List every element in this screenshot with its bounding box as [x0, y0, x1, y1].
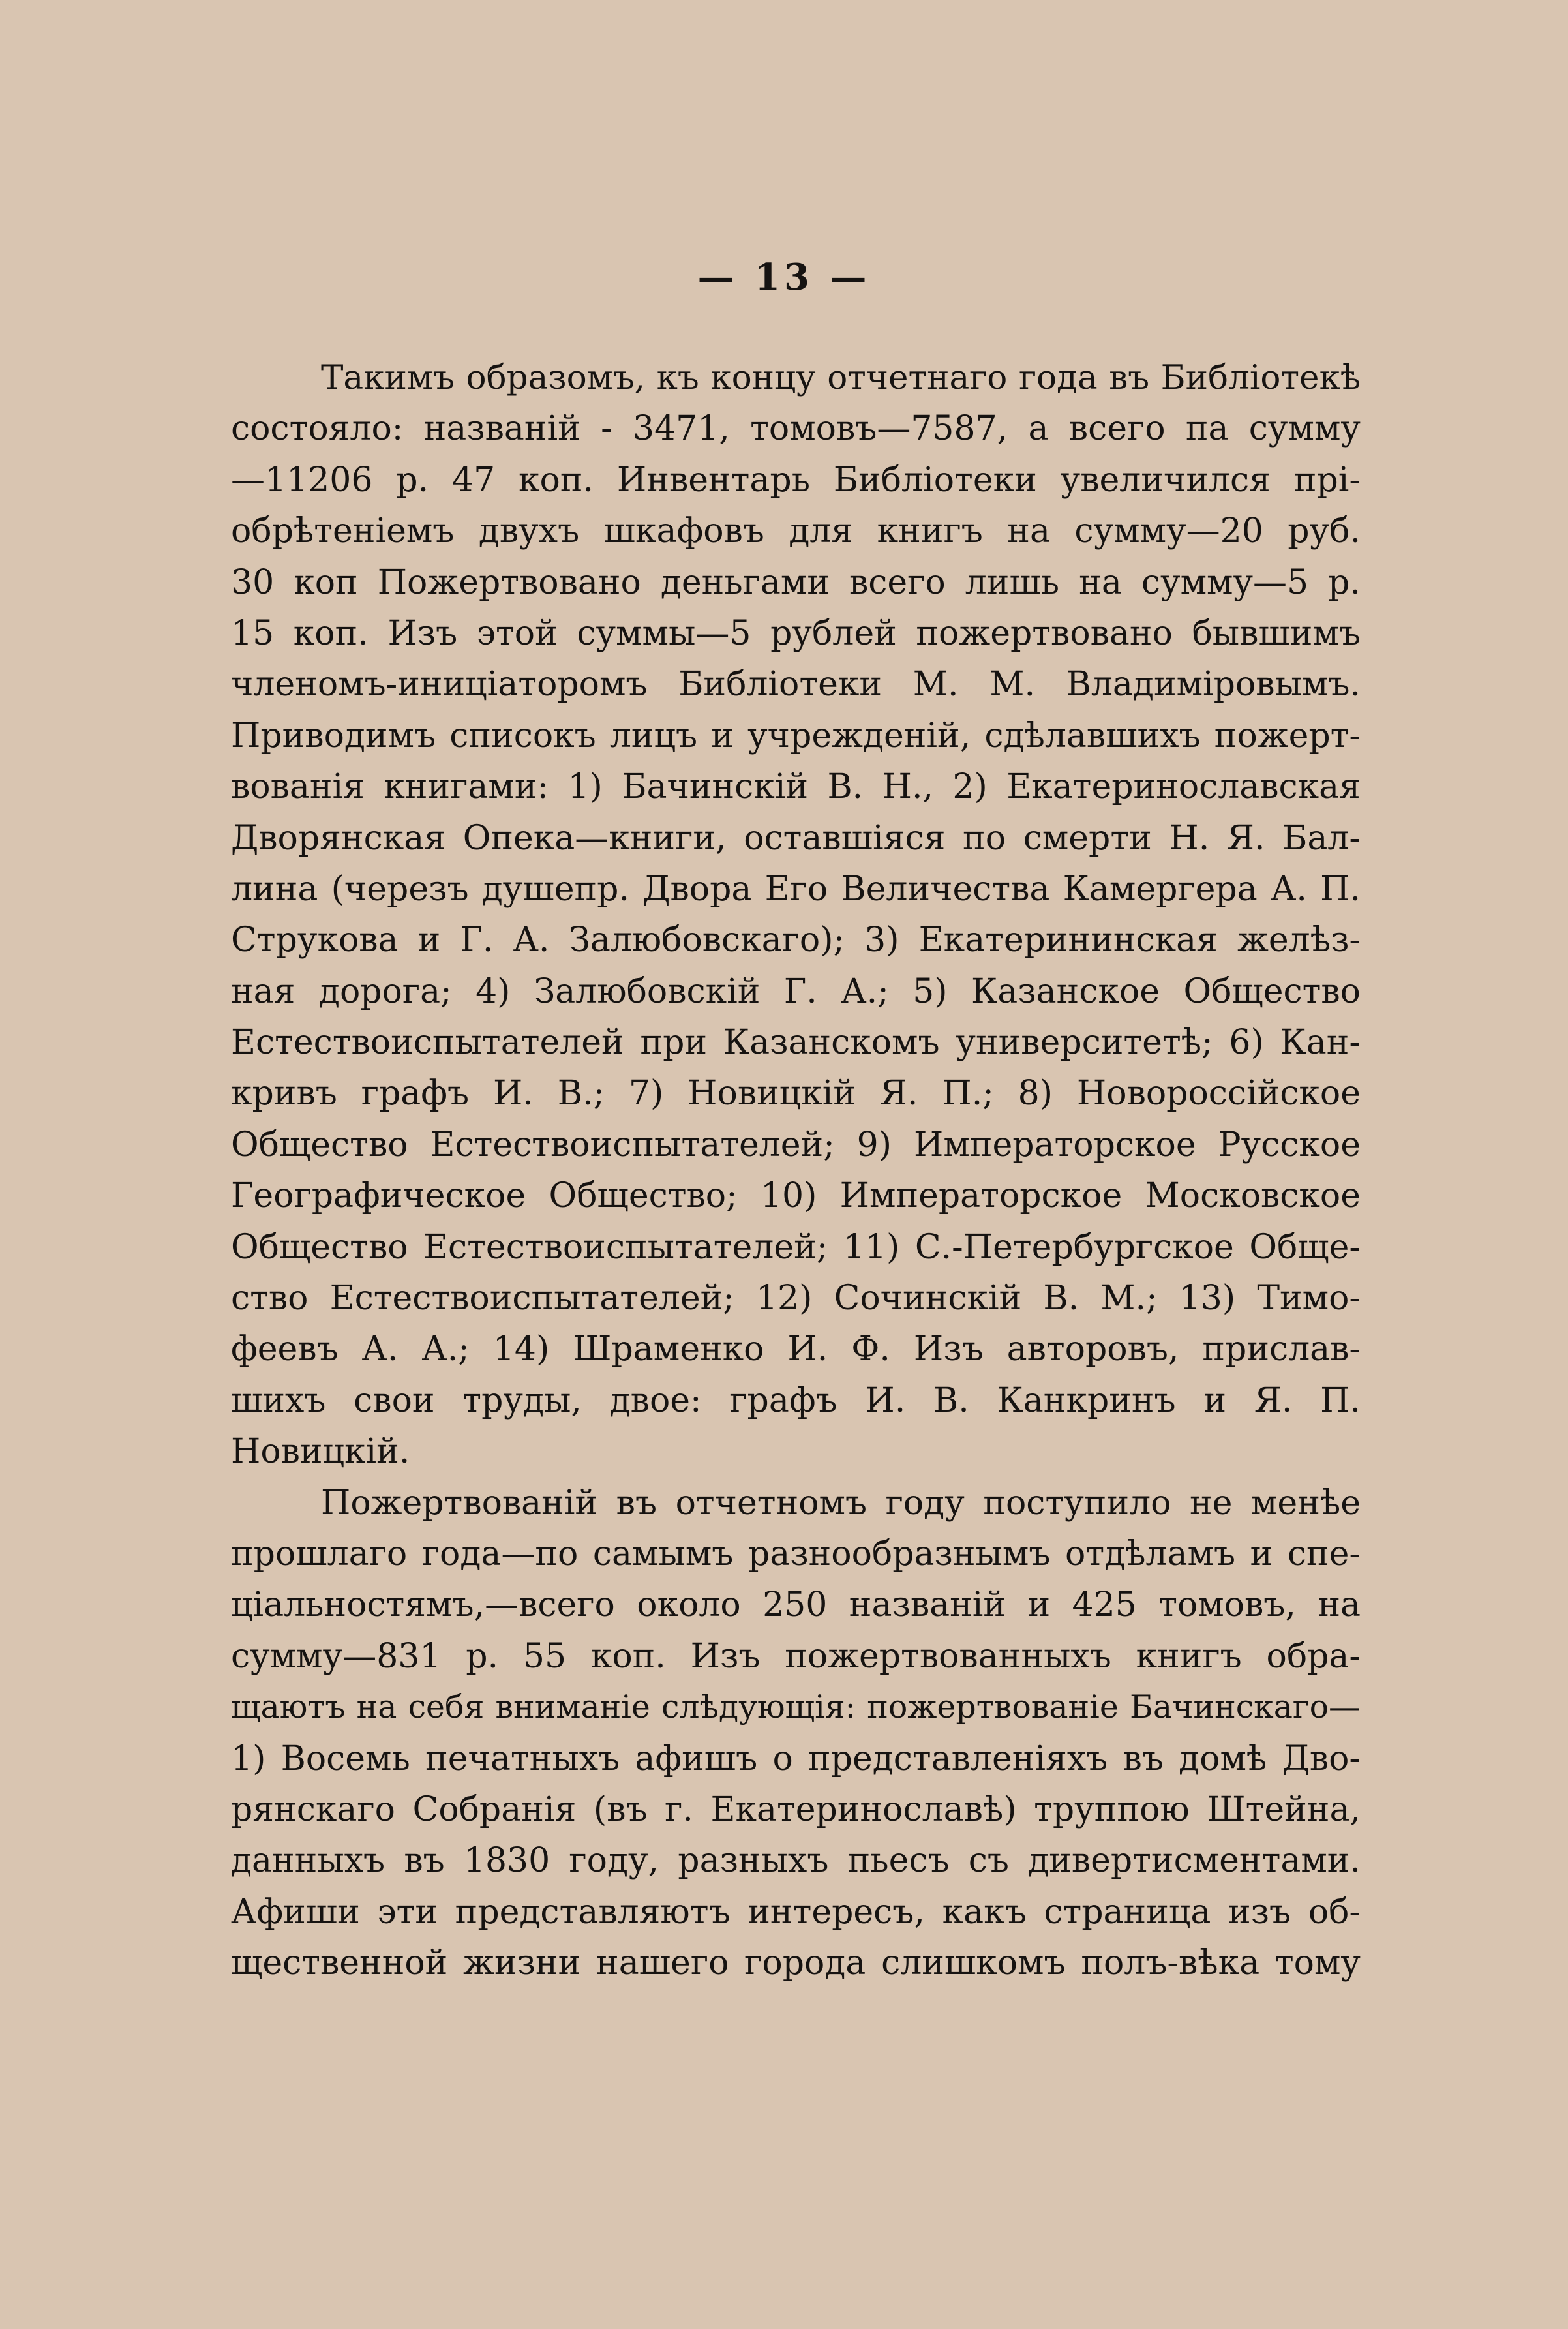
paragraph-2: [231, 1478, 1361, 1989]
text-line: 1) Восемь печатныхъ афишъ о представленіяхъ въ домѣ Дво-: [231, 1739, 1361, 1778]
text-line: лина (черезъ душепр. Двора Его Величества Камергера А. П.: [231, 869, 1361, 909]
text-line: ство Естествоиспытателей; 12) Сочинскій В. М.; 13) Тимо-: [231, 1279, 1361, 1318]
text-line: Такимъ образомъ, къ концу отчетнаго года въ Библіотекѣ: [321, 358, 1361, 397]
text-line: Струкова и Г. А. Залюбовскаго); 3) Екатерининская желѣз-: [231, 921, 1361, 960]
paragraph-1: [231, 352, 1361, 1478]
text-line: рянскаго Собранія (въ г. Екатеринославѣ) труппою Штейна,: [231, 1789, 1361, 1829]
text-line: Приводимъ списокъ лицъ и учрежденій, сдѣлавшихъ пожерт-: [231, 716, 1361, 755]
text-line: Дворянская Опека—книги, оставшіяся по смерти Н. Я. Бал-: [231, 818, 1361, 858]
text-line: Новицкій.: [231, 1432, 410, 1472]
text-line: прошлаго года—по самымъ разнообразнымъ отдѣламъ и спе-: [231, 1534, 1361, 1574]
text-line: сумму—831 р. 55 коп. Изъ пожертвованныхъ книгъ обра-: [231, 1636, 1361, 1676]
text-line: шихъ свои труды, двое: графъ И. В. Канкринъ и Я. П.: [231, 1380, 1361, 1420]
text-line: Общество Естествоиспытателей; 9) Императорское Русское: [231, 1125, 1361, 1164]
text-line: обрѣтеніемъ двухъ шкафовъ для книгъ на сумму—20 руб.: [231, 511, 1361, 551]
text-line: щественной жизни нашего города слишкомъ полъ-вѣка тому: [231, 1943, 1361, 1983]
text-line: ная дорога; 4) Залюбовскій Г. А.; 5) Казанское Общество: [231, 971, 1361, 1011]
text-line: Афиши эти представляютъ интересъ, какъ страница изъ об-: [231, 1892, 1361, 1932]
text-line: 15 коп. Изъ этой суммы—5 рублей пожертвовано бывшимъ: [231, 613, 1361, 653]
text-line: 30 коп Пожертвовано деньгами всего лишь на сумму—5 р.: [231, 562, 1361, 602]
text-line: данныхъ въ 1830 году, разныхъ пьесъ съ дивертисментами.: [231, 1841, 1361, 1881]
page-number: — 13 —: [697, 256, 871, 299]
text-line: Общество Естествоиспытателей; 11) С.-Петербургское Обще-: [231, 1227, 1361, 1267]
text-line: Пожертвованій въ отчетномъ году поступило не менѣе: [321, 1483, 1361, 1523]
text-line: членомъ-иниціаторомъ Библіотеки М. М. Владиміровымъ.: [231, 665, 1361, 705]
text-line: феевъ А. А.; 14) Шраменко И. Ф. Изъ авторовъ, прислав-: [231, 1330, 1361, 1369]
text-line: —11206 р. 47 коп. Инвентарь Библіотеки увеличился прі-: [231, 460, 1361, 500]
text-line: щаютъ на себя вниманіе слѣдующія: пожертвованіе Бачинскаго—: [231, 1688, 1361, 1726]
text-line: вованія книгами: 1) Бачинскій В. Н., 2) Екатеринославская: [231, 767, 1361, 807]
text-line: Естествоиспытателей при Казанскомъ университетѣ; 6) Кан-: [231, 1023, 1361, 1063]
body-text: [231, 352, 1361, 1989]
text-line: состояло: названій - 3471, томовъ—7587, а всего па сумму: [231, 409, 1361, 449]
text-line: ціальностямъ,—всего около 250 названій и 425 томовъ, на: [231, 1585, 1361, 1625]
text-line: кривъ графъ И. В.; 7) Новицкій Я. П.; 8) Новороссійское: [231, 1074, 1361, 1114]
text-line: Географическое Общество; 10) Императорское Московское: [231, 1176, 1361, 1216]
